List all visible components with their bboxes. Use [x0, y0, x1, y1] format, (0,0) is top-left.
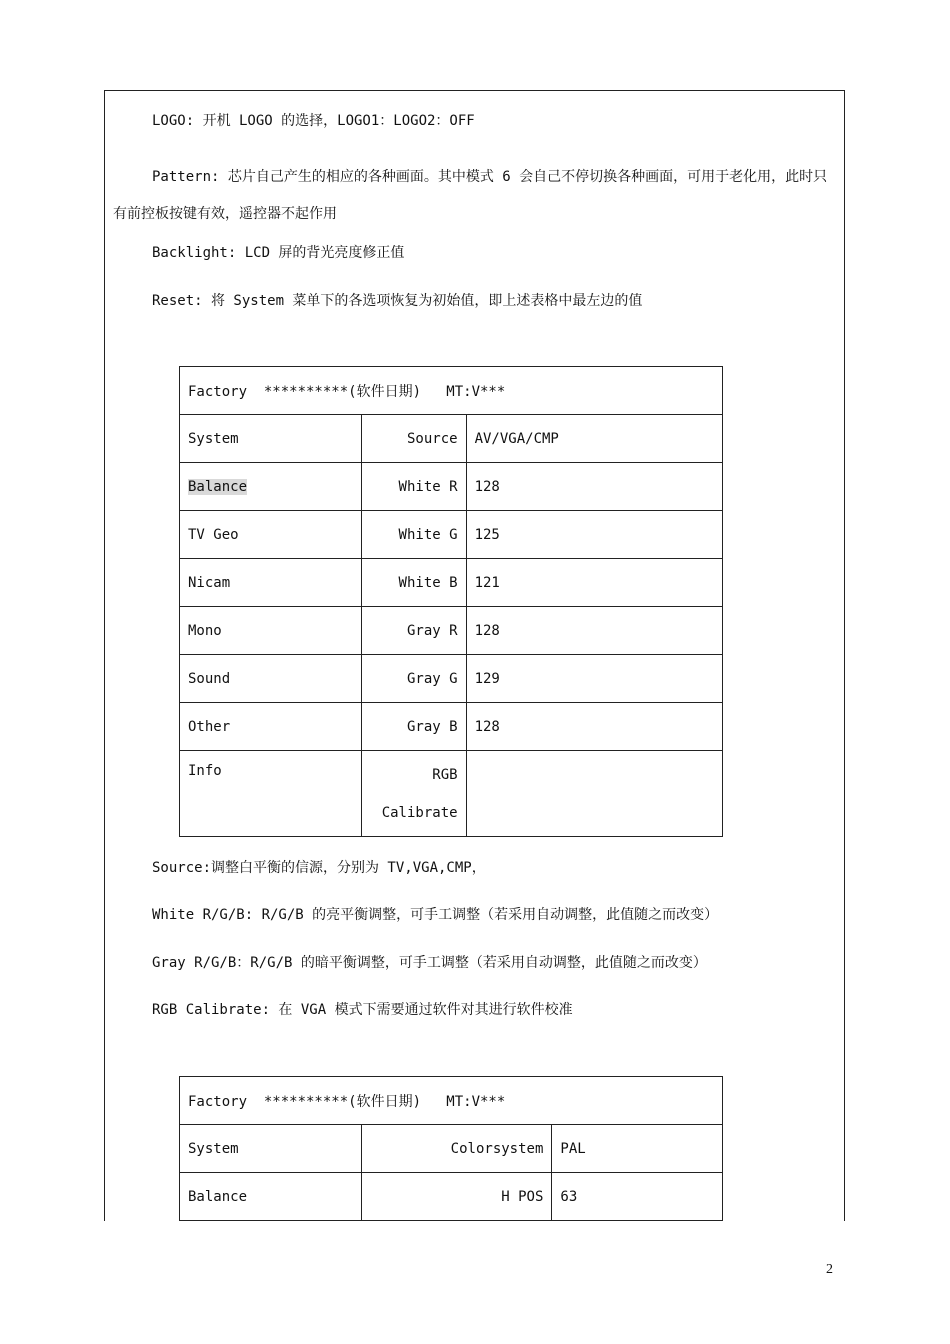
highlighted-text: Balance	[188, 478, 248, 495]
content-frame	[104, 90, 845, 1221]
table-row	[180, 511, 723, 559]
item-cell: White R	[361, 463, 466, 511]
page-number: 2	[826, 1262, 833, 1277]
pattern-paragraph: Pattern: 芯片自己产生的相应的各种画面。其中模式 6 会自己不停切换各种画面，可用于老化用，此时只有前控板按键有效，遥控器不起作用	[113, 169, 828, 222]
menu-cell: TV Geo	[180, 511, 362, 559]
factory-header: Factory **********(软件日期) MT:V***	[180, 367, 723, 415]
backlight-paragraph: Backlight: LCD 屏的背光亮度修正值	[152, 245, 405, 261]
table-row	[180, 1173, 723, 1221]
value-cell: AV/VGA/CMP	[466, 415, 722, 463]
table-row	[180, 463, 723, 511]
menu-cell: Other	[180, 703, 362, 751]
logo-paragraph: LOGO: 开机 LOGO 的选择，LOGO1：LOGO2：OFF	[152, 113, 475, 129]
table-header-row	[180, 1077, 723, 1125]
menu-cell: Sound	[180, 655, 362, 703]
factory-header: Factory **********(软件日期) MT:V***	[180, 1077, 723, 1125]
value-cell: 129	[466, 655, 722, 703]
table-row	[180, 655, 723, 703]
menu-cell: Balance	[180, 1173, 362, 1221]
item-line: RGB	[432, 766, 458, 783]
table-header-row	[180, 367, 723, 415]
menu-cell: Mono	[180, 607, 362, 655]
menu-cell: Nicam	[180, 559, 362, 607]
table-row	[180, 607, 723, 655]
balance-menu-table	[179, 366, 723, 837]
table-row	[180, 415, 723, 463]
geometry-menu-table	[179, 1076, 723, 1221]
white-rgb-paragraph: White R/G/B: R/G/B 的亮平衡调整，可手工调整（若采用自动调整，此值随之而改变）	[152, 907, 719, 923]
item-cell: White G	[361, 511, 466, 559]
item-cell: Gray G	[361, 655, 466, 703]
item-cell: H POS	[361, 1173, 552, 1221]
menu-cell	[180, 463, 362, 511]
table-row	[180, 1125, 723, 1173]
table-row	[180, 559, 723, 607]
reset-paragraph: Reset: 将 System 菜单下的各选项恢复为初始值，即上述表格中最左边的值	[152, 293, 643, 309]
menu-cell: System	[180, 1125, 362, 1173]
item-cell: Gray B	[361, 703, 466, 751]
gray-rgb-paragraph: Gray R/G/B：R/G/B 的暗平衡调整，可手工调整（若采用自动调整，此值随之而改变）	[152, 955, 707, 971]
menu-cell: Info	[180, 751, 362, 837]
item-cell: Source	[361, 415, 466, 463]
value-cell: 63	[552, 1173, 723, 1221]
value-cell: PAL	[552, 1125, 723, 1173]
value-cell: 128	[466, 607, 722, 655]
value-cell: 125	[466, 511, 722, 559]
table-row	[180, 703, 723, 751]
table-row	[180, 751, 723, 837]
item-cell	[361, 751, 466, 837]
item-cell: White B	[361, 559, 466, 607]
value-cell: 121	[466, 559, 722, 607]
item-cell: Colorsystem	[361, 1125, 552, 1173]
rgb-calibrate-paragraph: RGB Calibrate: 在 VGA 模式下需要通过软件对其进行软件校准	[152, 1002, 573, 1018]
source-paragraph: Source:调整白平衡的信源，分别为 TV,VGA,CMP，	[152, 860, 486, 876]
value-cell: 128	[466, 463, 722, 511]
value-cell: 128	[466, 703, 722, 751]
menu-cell: System	[180, 415, 362, 463]
value-cell	[466, 751, 722, 837]
item-line: Calibrate	[381, 804, 458, 821]
item-cell: Gray R	[361, 607, 466, 655]
